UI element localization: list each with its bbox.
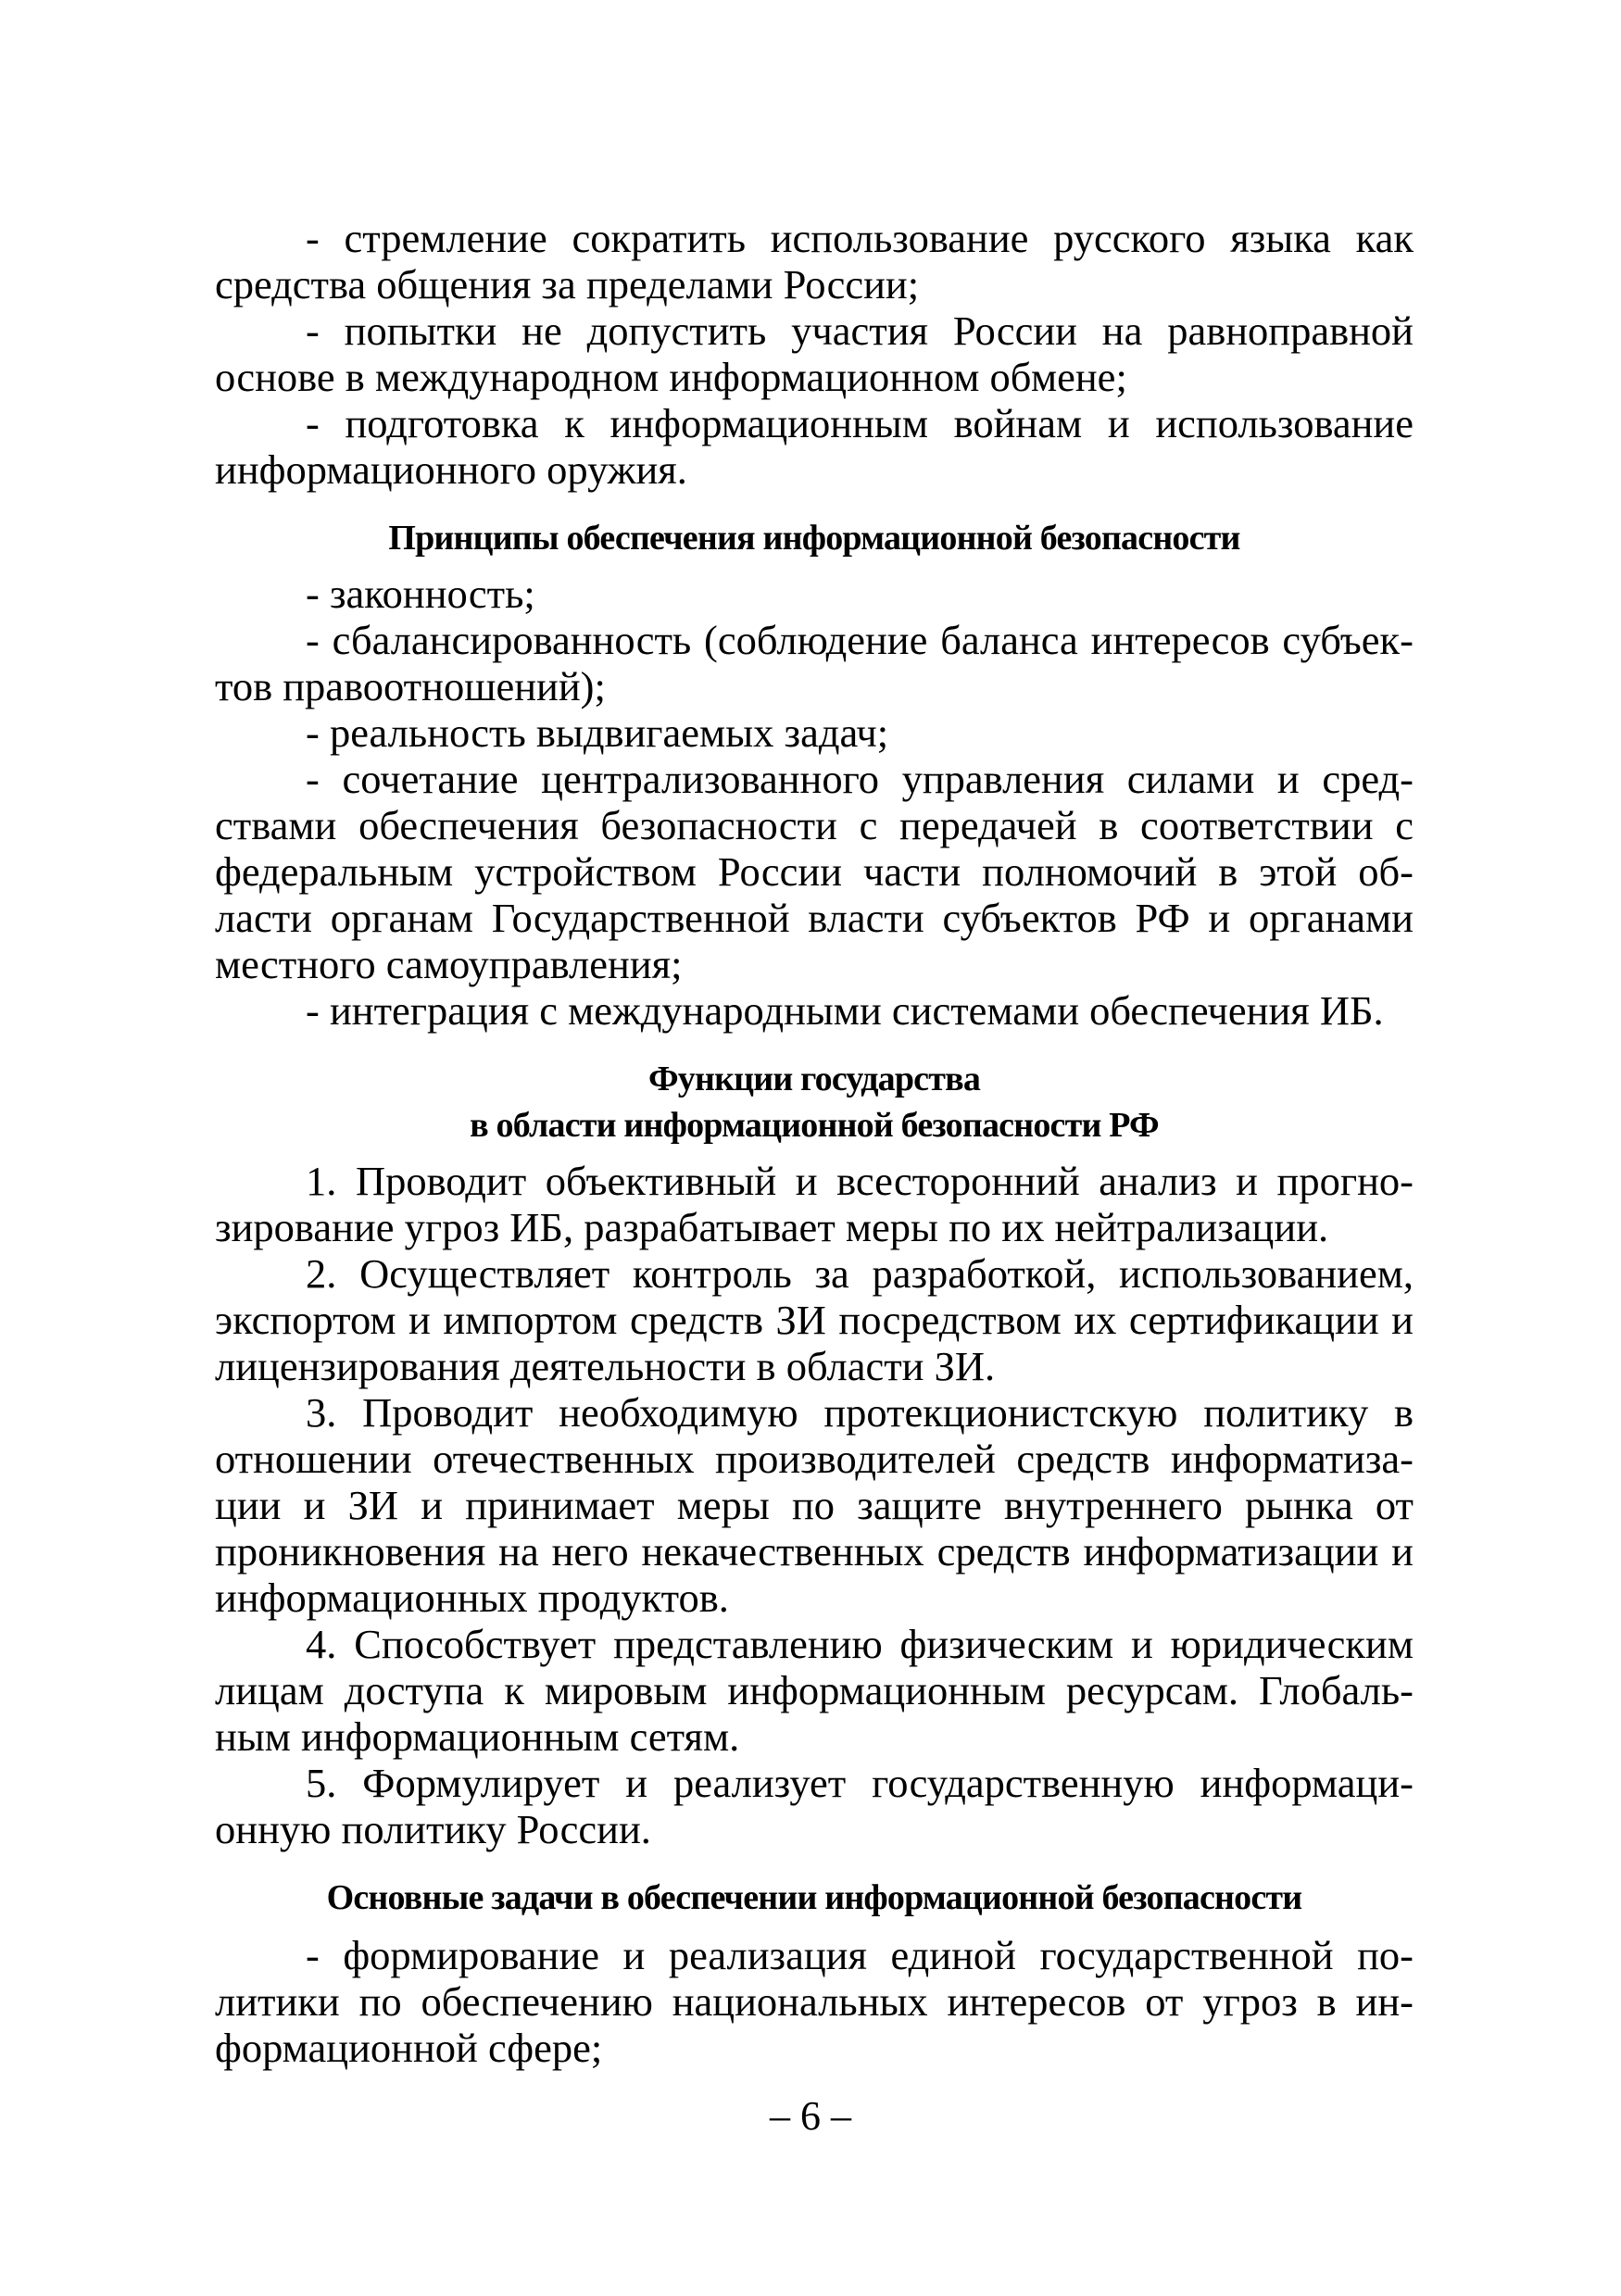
function-item: 2. Осуществляет контроль за разработкой, использованием, экспортом и импортом средств ЗИ посредством их сертификации и лицензирования деятельности в области ЗИ.	[215, 1250, 1414, 1389]
principle-item: - сочетание централизованного управления силами и средствами обеспечения безопасности с передачей в соответствии с федеральным устройством России части полномочий в этой области органам Государственной власти субъектов РФ и органами местного самоуправления;	[215, 756, 1414, 987]
principle-item: - сбалансированность (соблюдение баланса интересов субъектов правоотношений);	[215, 617, 1414, 709]
principles-heading: Принципы обеспечения информационной безопасности	[388, 519, 1240, 558]
principle-item: - законность;	[306, 571, 535, 617]
function-item: 3. Проводит необходимую протекционистскую политику в отношении отечественных производителей средств информатизации и ЗИ и принимает меры по защите внутреннего рынка от проникновения на него некачественных средств информатизации и информационных продуктов.	[215, 1389, 1414, 1621]
principle-item: - интеграция с международными системами обеспечения ИБ.	[306, 987, 1384, 1034]
tasks-heading: Основные задачи в обеспечении информационной безопасности	[326, 1878, 1302, 1917]
function-item: 5. Формулирует и реализует государственную информационную политику России.	[215, 1760, 1414, 1852]
page-body	[215, 215, 1414, 2071]
functions-heading-line-2: в области информационной безопасности РФ	[470, 1106, 1159, 1145]
functions-heading	[215, 1056, 1414, 1148]
functions-heading-line-1: Функции государства	[647, 1060, 981, 1098]
intro-item: - попытки не допустить участия России на равноправной основе в международном информационном обмене;	[215, 307, 1414, 400]
function-item: 4. Способствует представлению физическим и юридическим лицам доступа к мировым информационным ресурсам. Глобальным информационным сетям.	[215, 1621, 1414, 1760]
intro-item: - подготовка к информационным войнам и использование информационного оружия.	[215, 400, 1414, 493]
function-item: 1. Проводит объективный и всесторонний анализ и прогнозирование угроз ИБ, разрабатывает меры по их нейтрализации.	[215, 1158, 1414, 1250]
intro-item: - стремление сократить использование русского языка как средства общения за пределами России;	[215, 215, 1414, 307]
task-item: - формирование и реализация единой государственной политики по обеспечению национальных интересов от угроз в информационной сфере;	[215, 1932, 1414, 2071]
page-number: – 6 –	[770, 2093, 851, 2139]
principle-item: - реальность выдвигаемых задач;	[306, 709, 889, 756]
